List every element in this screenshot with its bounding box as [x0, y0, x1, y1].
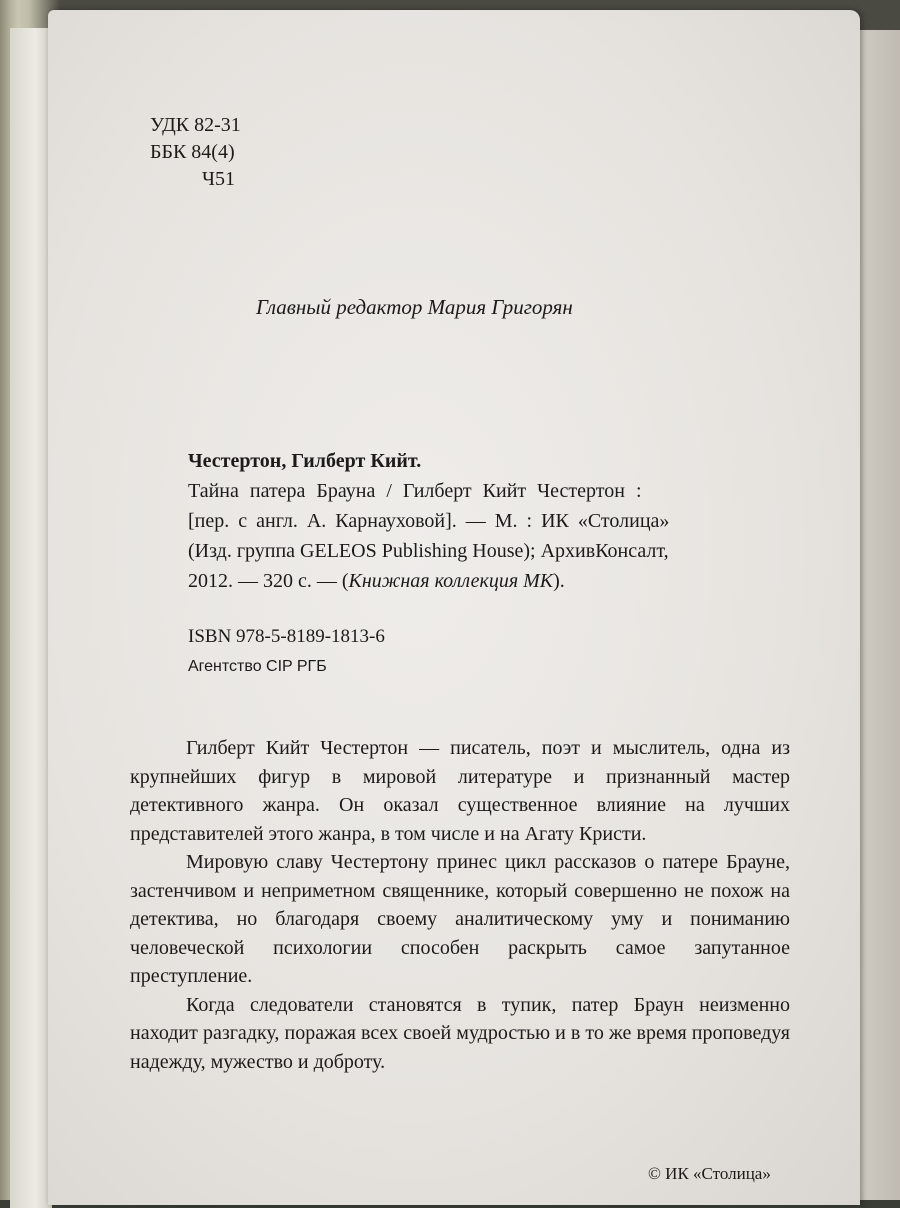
record-line-4 — [188, 566, 778, 596]
annotation-paragraph — [130, 848, 790, 991]
annotation-paragraph — [130, 991, 790, 1077]
annotation — [130, 734, 790, 1076]
annotation-paragraph — [130, 734, 790, 848]
record-line-4-end: ). — [553, 570, 565, 592]
book-cover-edge — [10, 28, 52, 1208]
chief-editor: Главный редактор Мария Григорян — [256, 295, 573, 319]
udk-code: УДК 82-31 — [150, 114, 241, 136]
classification-codes — [150, 112, 241, 193]
annotation-paragraph-2: Мировую славу Честертону принес цикл рассказов о патере Брауне, застенчивом и неприметном священнике, который совершенно не похож на детектива, но благодаря своему аналитическому уму и пониманию человеческой психологии способен раскрыть самое запутанное преступление. — [130, 851, 790, 987]
copyright-notice: © ИК «Столица» — [648, 1164, 771, 1183]
series-title: Книжная коллекция МК — [348, 570, 554, 592]
author-mark: Ч51 — [202, 168, 235, 190]
bibliographic-record — [188, 446, 778, 596]
annotation-paragraph-3: Когда следователи становятся в тупик, патер Браун неизменно находит разгадку, поражая всех своей мудростью и в то же время проповедуя надежду, мужество и доброту. — [130, 993, 790, 1073]
record-line-3: (Изд. группа GELEOS Publishing House); АрхивКонсалт, — [188, 540, 669, 562]
record-line-4-start: 2012. — 320 с. — ( — [188, 570, 349, 592]
record-line-1: Тайна патера Брауна / Гилберт Кийт Честертон : — [188, 480, 642, 502]
record-line-2: [пер. с англ. А. Карнауховой]. — М. : ИК «Столица» — [188, 510, 670, 532]
cip-agency: Агентство CIP РГБ — [188, 658, 327, 675]
isbn: ISBN 978-5-8189-1813-6 — [188, 626, 385, 647]
record-author: Честертон, Гилберт Кийт. — [188, 450, 422, 472]
bbk-code: ББК 84(4) — [150, 141, 235, 163]
annotation-paragraph-1: Гилберт Кийт Честертон — писатель, поэт и мыслитель, одна из крупнейших фигур в мировой литературе и признанный мастер детективного жанра. Он оказал существенное влияние на лучших представителей этого жанра, в том числе и на Агату Кристи. — [130, 737, 790, 845]
